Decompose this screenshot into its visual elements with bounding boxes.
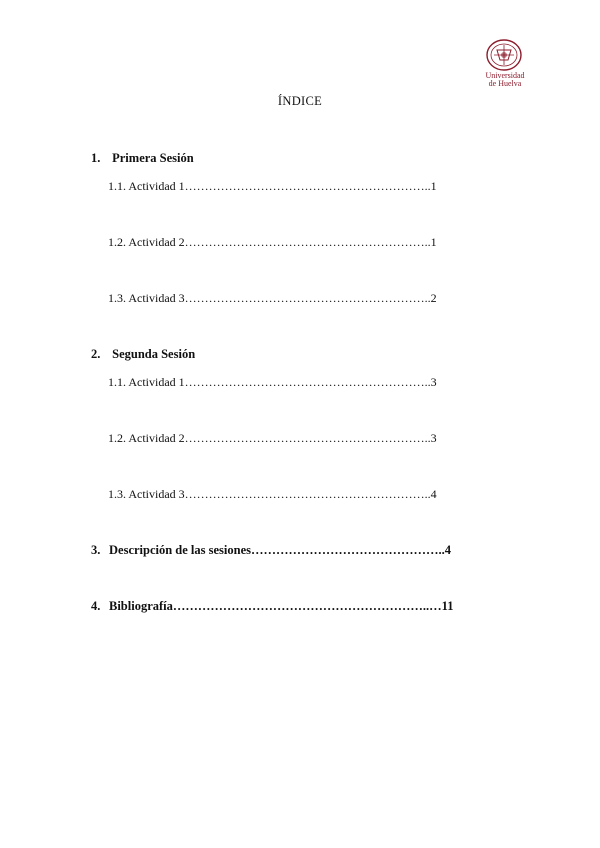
- logo-line-2: de Huelva: [488, 79, 522, 88]
- toc-page-number: 3: [430, 431, 437, 445]
- toc-page-number: 1: [430, 179, 437, 193]
- toc-entry-label: 1.1. Actividad 1: [108, 179, 185, 193]
- toc-leader-dots: ……………………………………………………..: [184, 291, 431, 305]
- toc-main-entry[interactable]: [91, 599, 454, 614]
- toc-entry[interactable]: [108, 291, 444, 306]
- toc-page-number: 1: [430, 235, 437, 249]
- logo-text: [476, 72, 534, 88]
- toc-entry-label: 1.3. Actividad 3: [108, 487, 185, 501]
- page-title: ÍNDICE: [277, 94, 323, 108]
- university-logo: [476, 38, 534, 92]
- toc-leader-dots: ………………………………………..: [251, 543, 445, 557]
- section-heading-1: [91, 151, 451, 166]
- toc-entry-label: Bibliografía: [109, 599, 173, 613]
- section-heading-2: [91, 347, 451, 362]
- toc-entry-label: 1.2. Actividad 2: [108, 235, 185, 249]
- section-number: 1.: [91, 151, 101, 165]
- toc-entry-label: 1.3. Actividad 3: [108, 291, 185, 305]
- toc-leader-dots: ……………………………………………………..…: [172, 599, 442, 613]
- section-number: 4.: [91, 599, 101, 613]
- section-title: Primera Sesión: [112, 151, 194, 165]
- toc-entry-label: 1.2. Actividad 2: [108, 431, 185, 445]
- logo-line-1: Universidad: [485, 71, 525, 80]
- toc-leader-dots: ……………………………………………………..: [184, 487, 431, 501]
- section-number: 3.: [91, 543, 101, 557]
- toc-entry-label: 1.1. Actividad 1: [108, 375, 185, 389]
- toc-entry[interactable]: [108, 375, 444, 390]
- toc-main-entry[interactable]: [91, 543, 452, 558]
- toc-entry[interactable]: [108, 235, 444, 250]
- section-title: Segunda Sesión: [112, 347, 196, 361]
- toc-page-number: 3: [430, 375, 437, 389]
- toc-entry[interactable]: [108, 179, 444, 194]
- toc-page-number: 11: [441, 599, 454, 613]
- section-number: 2.: [91, 347, 101, 361]
- toc-page-number: 2: [430, 291, 437, 305]
- toc-entry[interactable]: [108, 487, 444, 502]
- toc-leader-dots: ……………………………………………………..: [184, 235, 431, 249]
- toc-page-number: 4: [430, 487, 437, 501]
- university-seal-icon: [484, 38, 524, 72]
- toc-leader-dots: ……………………………………………………..: [184, 179, 431, 193]
- toc-leader-dots: ……………………………………………………..: [184, 431, 431, 445]
- toc-entry-label: Descripción de las sesiones: [109, 543, 252, 557]
- toc-leader-dots: ……………………………………………………..: [184, 375, 431, 389]
- toc-entry[interactable]: [108, 431, 444, 446]
- toc-page-number: 4: [444, 543, 452, 557]
